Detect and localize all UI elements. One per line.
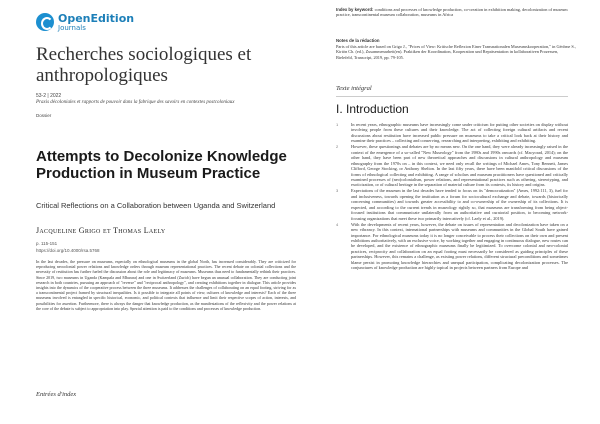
- paragraph-number[interactable]: 3: [336, 188, 339, 194]
- issue-number[interactable]: 53-2 | 2022: [36, 93, 62, 99]
- index-entries-heading: Entrées d'index: [36, 391, 77, 398]
- section-divider: [336, 96, 568, 97]
- paragraph-text: With the developments of recent years, however, the debate on issues of representation and decolonization have taken on a new vibrancy. In this context, international partnerships with museums and communities in the Global South have gained importance. For ethnological museums today it is no longer conceivable to process their collections on their own and present exhibitions authoritatively, with an exclusive voice, by working together and engaging in continuous dialogue, new routes can be developed, and the existence of ethnographic museums finally be legitimized. To overcome colonial and neo-colonial practices, reciprocity and collaboration on an equal footing must necessarily be considered as guiding principles of these partnerships. However, this remains a challenge, as existing power relations, different structural preconditions and sometimes blame persist in promoting knowledge hierarchies and unequal participation, complicating decolonization processes. The conjunctures of knowledge production are highly topical in projects between partners from Europe and: [351, 221, 568, 271]
- paragraph: [336, 122, 568, 144]
- page-range: p. 115-151: [36, 241, 58, 246]
- paragraph: [336, 222, 568, 271]
- openedition-logo-icon: [36, 13, 54, 31]
- paragraph-text: In recent years, ethnographic museums have increasingly come under criticism for putting other societies on display without involving people from these cultures and their knowledge. The act of collecting foreign cultural artifacts and recent discussions about restitution have increased public pressure on museums to take a critical look back at their history and examine their practices – collecting and conserving, researching and interpreting, exhibiting and exhibiting.: [351, 122, 568, 144]
- journal-title[interactable]: Recherches sociologiques et anthropologiques: [36, 44, 252, 86]
- editorial-notes-title: Notes de la rédaction: [336, 38, 380, 43]
- keyword-list[interactable]: conditions and processes of knowledge production, co-creation in exhibition making, decolonization of museum practice, transcontinental museum collaboration, museums in Africa: [336, 7, 568, 18]
- body-paragraphs: [336, 122, 568, 271]
- openedition-logo[interactable]: [36, 12, 176, 34]
- issue-subtitle[interactable]: Praxis décoloniales et rapports de pouvoir dans la fabrique des savoirs en contextes postcoloniaux: [36, 100, 235, 105]
- logo-sub-text: Journals: [58, 24, 86, 32]
- logo-main-text: OpenEdition: [58, 12, 135, 25]
- abstract: [36, 259, 296, 375]
- keyword-index: [336, 7, 576, 18]
- keyword-index-label: Index by keyword:: [336, 7, 374, 12]
- paragraph: [336, 144, 568, 188]
- full-text-label: Texte intégral: [336, 85, 372, 92]
- paragraph-number[interactable]: 2: [336, 144, 339, 150]
- paragraph-text: However, these questionings and debates are by no means new. On the one hand, they were already increasingly raised in the context of the emergence of a so-called "New Museology" from the 1980s and 1990s onwards (cf. Macyorad, 2014); on the other hand, they have been part of new theoretical approaches and discussions in cultural anthropology and museum ethnography from the 1970s on – in this context, we need only recall the writings of Michael Ames, Tony Bennett, James Clifford, George Stocking, or Anthony Shelton. In the last fifty years, there have been manifold critical discussions of the forms of ethnological collecting and exhibiting. A range of scholars and museum practitioners have questioned and critically examined processes of (neo)colonialism, power relations, and representational practices such as othering, stereotyping, and exoticization, or of cultural heritage in the separation of material culture from its contexts, its history and origins.: [351, 144, 568, 188]
- editorial-notes-text: Parts of this article are based on Grigo J., "Prices of View: Kritische Reflexion Einer Transnationalen Museumskooperation," in Gérôme S., Kirtön Ch. (ed.), Zusammenarbeit(en). Praktiken der Koordination, Kooperation und Repräsentation in kollaborativen Prozessen, Bielefeld, Transcript, 2019, pp. 79-105.: [336, 43, 576, 60]
- paragraph: [336, 188, 568, 221]
- section-title: I. Introduction: [336, 102, 409, 116]
- paragraph-text: Expectations of the museum in the last decades have tended to focus on its "democratization" (Ames, 1992:111, 3), fuel for and inclusiveness, towards opening the institution as a forum for sociocultural exchange and debate, towards (historically concerning communities) and towards greater accessibility to and co-ownership of the ownership of its collections. It is expected, and according to the current trends in museology rightly so, that museums are transforming from being object-focused institutions that communicate unilaterally from an authoritative and curatorial position, to becoming network-focusing organizations that meet these two primarily intercatively (cf. Laely et al., 2019).: [351, 188, 568, 221]
- doi-link[interactable]: https://doi.org/10.4000/rsa.5768: [36, 248, 100, 253]
- article-title: Attempts to Decolonize Knowledge Production in Museum Practice: [36, 148, 287, 182]
- paragraph-number[interactable]: 1: [336, 122, 339, 127]
- paragraph-number[interactable]: 4: [336, 221, 339, 227]
- dossier-label: Dossier: [36, 113, 52, 118]
- article-subtitle: Critical Reflections on a Collaboration between Uganda and Switzerland: [36, 201, 276, 210]
- editorial-notes: [336, 38, 576, 60]
- article-authors[interactable]: Jacqueline Grigo et Thomas Laely: [36, 226, 166, 235]
- abstract-text: In the last decades, the pressure on museums, especially on ethnological museums in the global North, has increased considerably. They are criticized for reproducing neocolonial power relations and knowledge orders through museum representational practices. The recent debate on colonial collections and the necessity of restitution has further fueled the discussion about the role and legitimacy of museums. Museums thus need to fundamentally rethink their practices. Since 2019, two museums in Uganda (Kampala and Mbarara) and one in Switzerland (Zurich) have begun an unusual collaboration. They are conducting joint research in both countries, pursuing an approach of "reverse" and "reciprocal anthropology", and creating exhibitions together in dialogue. This article provides insights into the dynamics of the cooperative process between the three museums. It addresses the challenges of collaborating on an equal footing, striving for as a transcontinental project framed by structural inequalities. Is it possible to integrate all points of view, cultures of knowledge and interests? Each of the three museums involved is entangled in specific historical, economic, and political contexts that influence and limit their respective scopes of action, interests, and possibilities for assertion. Furthermore, there is always the danger that knowledge production, as the manifestations of the reflexivity and the power relations at the core of the debate is subject to appropriation into play. Spezial attention is paid to the conditions and processes of knowledge production.: [36, 259, 296, 311]
